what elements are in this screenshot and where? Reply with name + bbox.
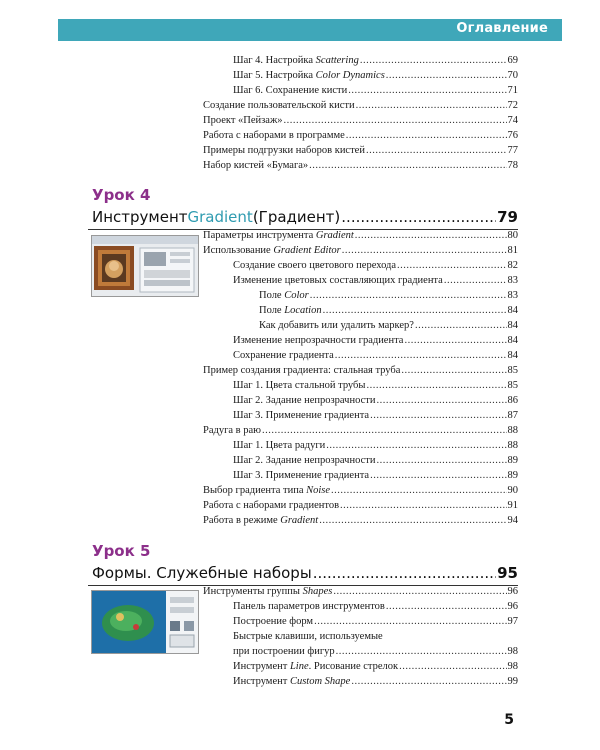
toc-entry[interactable]: Использование Gradient Editor ..... 81 (203, 244, 518, 257)
toc-entry[interactable]: Пример создания градиента: стальная труба ..... 85 (203, 364, 518, 377)
toc-entry[interactable]: Создание своего цветового перехода ..... 82 (233, 259, 518, 272)
toc-entry[interactable]: Инструмент Custom Shape ..... 99 (233, 675, 518, 688)
toc-entry[interactable]: Шаг 3. Применение градиента ..... 87 (233, 409, 518, 422)
header-bar (58, 19, 562, 41)
toc-entry[interactable]: Построение форм ..... 97 (233, 615, 518, 628)
toc-entry[interactable]: Параметры инструмента Gradient ..... 80 (203, 229, 518, 242)
gradient-thumbnail (91, 235, 199, 297)
toc-entry[interactable]: Быстрые клавиши, используемые (233, 631, 383, 642)
shapes-screenshot-image (92, 591, 198, 653)
toc-entry[interactable]: Как добавить или удалить маркер? ..... 84 (259, 319, 518, 332)
page-number: 5 (504, 712, 514, 728)
toc-entry[interactable]: при построении фигур ..... 98 (233, 645, 518, 658)
toc-entry[interactable]: Радуга в раю ..... 88 (203, 424, 518, 437)
lesson-4-title[interactable]: Инструмент Gradient (Градиент) ..... 79 (92, 208, 518, 226)
toc-entry[interactable]: Панель параметров инструментов ..... 96 (233, 600, 518, 613)
gradient-screenshot-image (92, 236, 198, 296)
toc-entry[interactable]: Выбор градиента типа Noise ..... 90 (203, 484, 518, 497)
lesson-5-label: Урок 5 (92, 542, 151, 560)
toc-entry[interactable]: Инструменты группы Shapes ..... 96 (203, 585, 518, 598)
toc-entry[interactable]: Поле Color ..... 83 (259, 289, 518, 302)
toc-entry[interactable]: Шаг 1. Цвета радуги ..... 88 (233, 439, 518, 452)
toc-entry[interactable]: Шаг 5. Настройка Color Dynamics ..... 70 (233, 69, 518, 82)
toc-entry[interactable]: Работа с наборами в программе ..... 76 (203, 129, 518, 142)
toc-entry[interactable]: Набор кистей «Бумага» ..... 78 (203, 159, 518, 172)
toc-entry[interactable]: Шаг 1. Цвета стальной трубы ..... 85 (233, 379, 518, 392)
toc-entry[interactable]: Проект «Пейзаж» ..... 74 (203, 114, 518, 127)
toc-entry[interactable]: Шаг 6. Сохранение кисти ..... 71 (233, 84, 518, 97)
toc-entry[interactable]: Работа с наборами градиентов ..... 91 (203, 499, 518, 512)
lesson-4-label: Урок 4 (92, 186, 151, 204)
toc-entry[interactable]: Создание пользовательской кисти ..... 72 (203, 99, 518, 112)
toc-entry[interactable]: Сохранение градиента ..... 84 (233, 349, 518, 362)
toc-entry[interactable]: Изменение непрозрачности градиента ..... 84 (233, 334, 518, 347)
toc-entry[interactable]: Работа в режиме Gradient ..... 94 (203, 514, 518, 527)
toc-entry[interactable]: Шаг 2. Задание непрозрачности ..... 86 (233, 394, 518, 407)
toc-entry[interactable]: Примеры подгрузки наборов кистей ..... 77 (203, 144, 518, 157)
toc-entry[interactable]: Шаг 4. Настройка Scattering ..... 69 (233, 54, 518, 67)
shapes-thumbnail (91, 590, 199, 654)
toc-entry[interactable]: Изменение цветовых составляющих градиента ..... 83 (233, 274, 518, 287)
lesson-5-title[interactable]: Формы. Служебные наборы ..... 95 (92, 564, 518, 582)
toc-entry[interactable]: Инструмент Line. Рисование стрелок ..... 98 (233, 660, 518, 673)
toc-entry[interactable]: Поле Location ..... 84 (259, 304, 518, 317)
header-title: Оглавление (456, 21, 548, 36)
toc-entry[interactable]: Шаг 2. Задание непрозрачности ..... 89 (233, 454, 518, 467)
toc-entry[interactable]: Шаг 3. Применение градиента ..... 89 (233, 469, 518, 482)
